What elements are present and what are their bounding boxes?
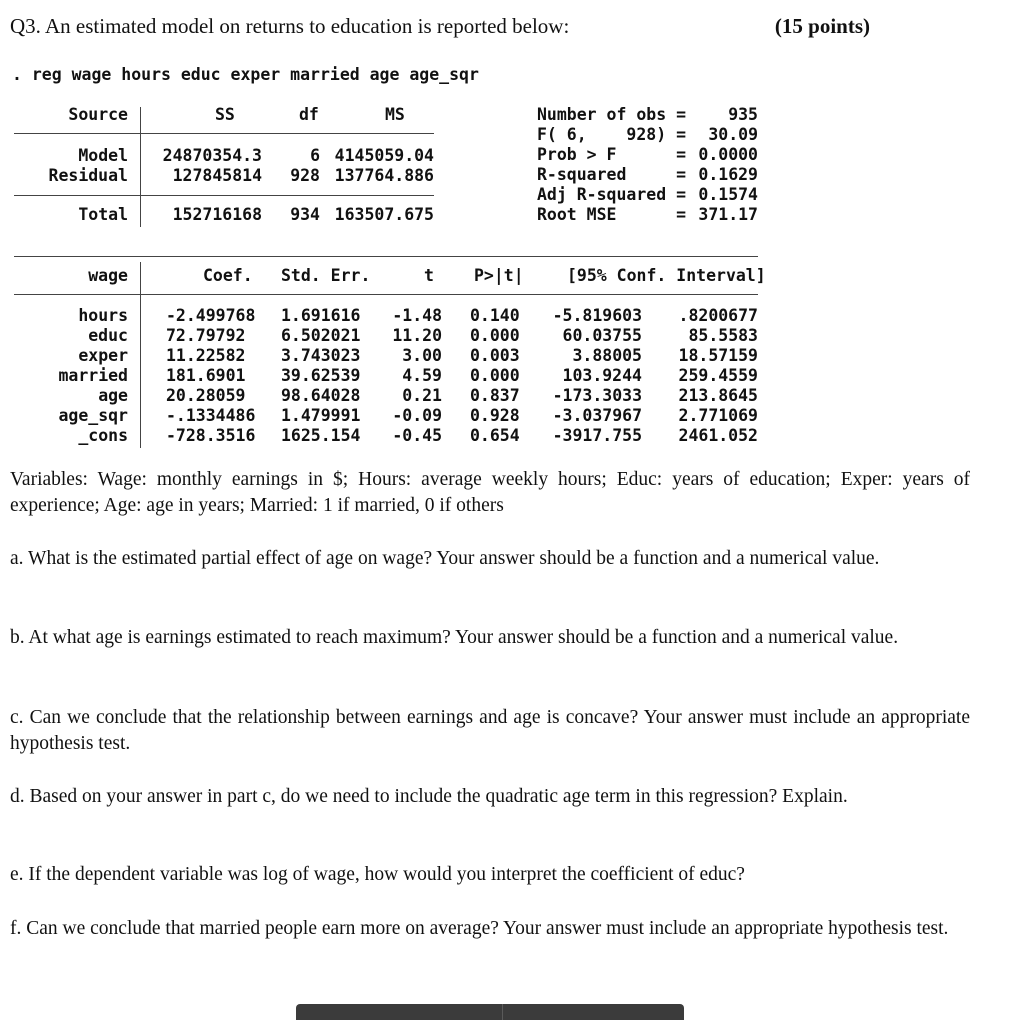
stat-label: Root MSE =: [537, 205, 687, 224]
coef-header-t: t: [424, 266, 434, 285]
coef-row-t: 11.20: [392, 326, 442, 345]
stata-regression-output: [0, 0, 1024, 460]
coef-row-ci-high: 18.57159: [678, 346, 758, 365]
coef-row-t: -0.45: [392, 426, 442, 445]
coef-row-p: 0.000: [470, 326, 520, 345]
coef-row-ci-low: -3917.755: [552, 426, 642, 445]
anova-row-ms: 137764.886: [334, 166, 434, 185]
stat-value: 371.17: [698, 205, 758, 224]
anova-header-source: Source: [68, 105, 128, 124]
stat-label: Number of obs =: [537, 105, 687, 124]
coef-row-se: 39.62539: [281, 366, 361, 385]
anova-row-source: Residual: [48, 166, 128, 185]
coef-row-p: 0.000: [470, 366, 520, 385]
coef-row-var: married: [58, 366, 128, 385]
coef-header-var: wage: [88, 266, 128, 285]
coef-vertical-divider: [140, 262, 141, 448]
stat-value: 0.1574: [698, 185, 758, 204]
coef-header-p: P>|t|: [474, 266, 524, 285]
coef-row-coef: -2.499768: [166, 306, 256, 325]
coef-top-rule: [14, 256, 758, 257]
anova-total-rule: [14, 195, 434, 196]
bottom-toolbar[interactable]: [296, 1004, 684, 1020]
coef-row-p: 0.837: [470, 386, 520, 405]
question-part-e: e. If the dependent variable was log of wage, how would you interpret the coefficient of educ?: [10, 864, 745, 885]
question-part-c: c. Can we conclude that the relationship between earnings and age is concave? Your answer must include an appropriate hypothesis test.: [10, 707, 970, 754]
coef-row-ci-low: -5.819603: [552, 306, 642, 325]
coef-row-ci-high: 213.8645: [678, 386, 758, 405]
coef-row-var: age_sqr: [58, 406, 128, 425]
coef-row-ci-low: 3.88005: [572, 346, 642, 365]
coef-row-ci-low: 60.03755: [562, 326, 642, 345]
question-part-f: f. Can we conclude that married people earn more on average? Your answer must include an appropriate hypothesis test.: [10, 918, 949, 939]
coef-row-var: educ: [88, 326, 128, 345]
coef-row-p: 0.654: [470, 426, 520, 445]
coef-row-ci-high: 2.771069: [678, 406, 758, 425]
anova-total-ss: 152716168: [172, 205, 262, 224]
coef-header-rule: [14, 294, 758, 295]
coef-row-var: hours: [78, 306, 128, 325]
coef-row-se: 6.502021: [281, 326, 361, 345]
coef-row-coef: -728.3516: [166, 426, 256, 445]
anova-header-ss: SS: [215, 105, 235, 124]
question-title: Q3. An estimated model on returns to education is reported below:: [10, 14, 570, 38]
coef-header-ci: [95% Conf. Interval]: [567, 266, 766, 285]
coef-row-se: 3.743023: [281, 346, 361, 365]
stat-label: Adj R-squared =: [537, 185, 687, 204]
question-points: (15 points): [774, 14, 870, 38]
stat-value: 0.0000: [698, 145, 758, 164]
coef-row-se: 1.691616: [281, 306, 361, 325]
stat-value: 935: [728, 105, 758, 124]
anova-total-ms: 163507.675: [334, 205, 434, 224]
variables-note: Variables: Wage: monthly earnings in $; Hours: average weekly hours; Educ: years of education; Exper: years of experience; Age: age in years; Married: 1 if married, 0 if others: [10, 469, 970, 516]
question-part-d: d. Based on your answer in part c, do we need to include the quadratic age term in this regression? Explain.: [10, 786, 848, 807]
anova-header-ms: MS: [385, 105, 405, 124]
stata-command: . reg wage hours educ exper married age age_sqr: [12, 65, 479, 84]
coef-row-t: 0.21: [402, 386, 442, 405]
coef-row-se: 1.479991: [281, 406, 361, 425]
anova-header-df: df: [299, 105, 319, 124]
coef-row-ci-low: 103.9244: [562, 366, 642, 385]
anova-row-ms: 4145059.04: [334, 146, 434, 165]
toolbar-divider: [502, 1004, 503, 1020]
coef-row-p: 0.003: [470, 346, 520, 365]
coef-header-se: Std. Err.: [281, 266, 371, 285]
anova-row-df: 6: [310, 146, 320, 165]
coef-row-ci-high: 85.5583: [688, 326, 758, 345]
coef-row-coef: 72.79792: [166, 326, 246, 345]
anova-row-ss: 127845814: [172, 166, 262, 185]
coef-row-se: 98.64028: [281, 386, 361, 405]
stat-value: 0.1629: [698, 165, 758, 184]
coef-row-coef: -.1334486: [166, 406, 256, 425]
stat-label: Prob > F =: [537, 145, 687, 164]
coef-row-var: _cons: [78, 426, 128, 445]
coef-row-ci-high: .8200677: [678, 306, 758, 325]
anova-vertical-divider: [140, 107, 141, 227]
coef-row-coef: 11.22582: [166, 346, 246, 365]
stat-label: F( 6, 928) =: [537, 125, 687, 144]
coef-row-var: age: [98, 386, 128, 405]
coef-row-t: -0.09: [392, 406, 442, 425]
stat-label: R-squared =: [537, 165, 687, 184]
coef-row-ci-low: -173.3033: [552, 386, 642, 405]
coef-row-p: 0.928: [470, 406, 520, 425]
coef-row-p: 0.140: [470, 306, 520, 325]
coef-row-ci-high: 259.4559: [678, 366, 758, 385]
anova-row-df: 928: [290, 166, 320, 185]
coef-header-coef: Coef.: [203, 266, 253, 285]
anova-row-ss: 24870354.3: [162, 146, 262, 165]
coef-row-t: 3.00: [402, 346, 442, 365]
coef-row-t: 4.59: [402, 366, 442, 385]
question-part-b: b. At what age is earnings estimated to reach maximum? Your answer should be a function and a numerical value.: [10, 627, 899, 648]
stat-value: 30.09: [708, 125, 758, 144]
anova-row-source: Model: [78, 146, 128, 165]
coef-row-coef: 20.28059: [166, 386, 246, 405]
question-part-a: a. What is the estimated partial effect of age on wage? Your answer should be a function and a numerical value.: [10, 548, 880, 569]
anova-top-rule: [14, 133, 434, 134]
coef-row-var: exper: [78, 346, 128, 365]
coef-row-ci-low: -3.037967: [552, 406, 642, 425]
anova-total-df: 934: [290, 205, 320, 224]
coef-row-se: 1625.154: [281, 426, 361, 445]
coef-row-t: -1.48: [392, 306, 442, 325]
coef-row-ci-high: 2461.052: [678, 426, 758, 445]
anova-total-source: Total: [78, 205, 128, 224]
coef-row-coef: 181.6901: [166, 366, 246, 385]
